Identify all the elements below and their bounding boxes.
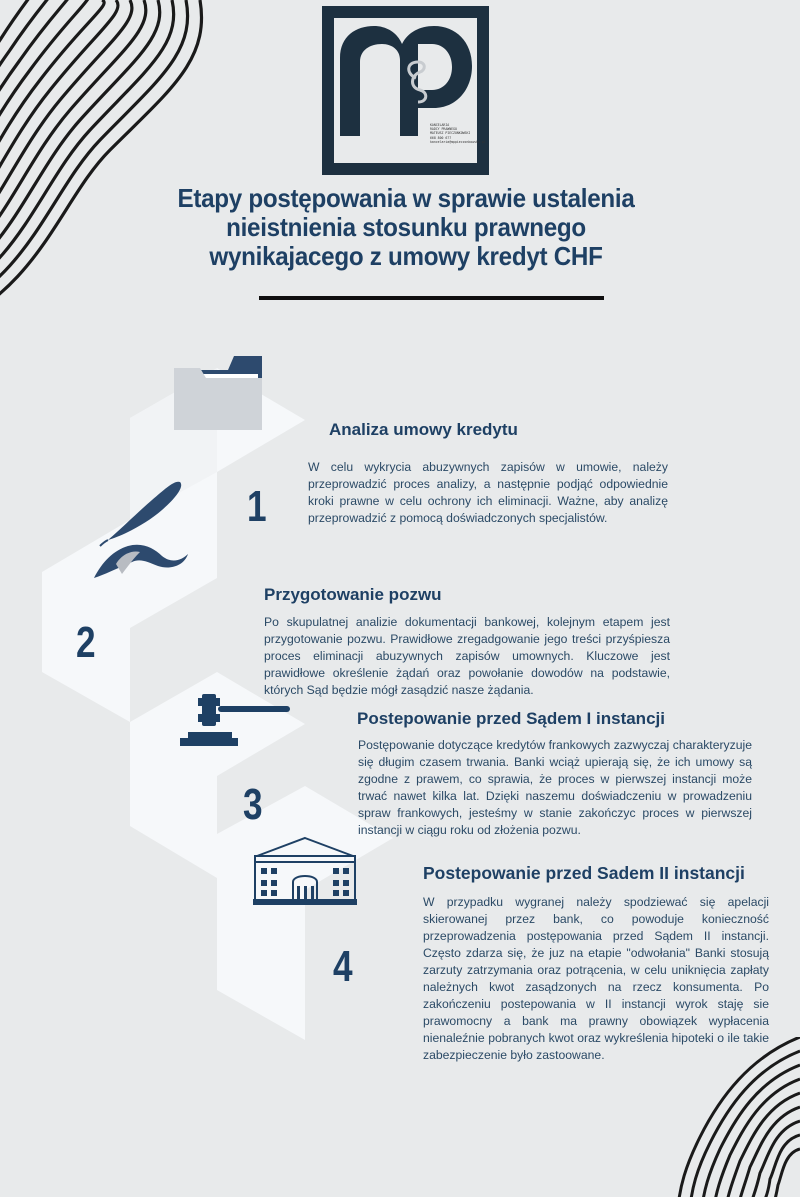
step-4-text: W przypadku wygranej należy spodziewać się apelacji skierowanej przez bank, co powoduje konieczność przeprowadzenia postępowania przed Sądem II instancji. Często zdarza się, że juz na etapie "odwołania" Banki stosują zarzuty zatrzymania oraz potrącenia, w celu uniknięcia zapłaty należnych kwot zasądzonych na rzecz konsumenta. Po zakończeniu postepowania w II instancji wyrok staję sie prawomocny a bank ma prawny obowiązek wypłacenia nienaleźnie pobranych kwot oraz wykreślenia hipoteki o ile takie zabezpieczenie było zastoowane. (423, 895, 769, 1062)
quill-pen-icon (92, 478, 192, 582)
logo (322, 6, 489, 175)
title-underline (259, 296, 604, 300)
step-3-number: 3 (243, 780, 263, 829)
folder-icon (172, 354, 264, 432)
step-4-number: 4 (333, 942, 353, 991)
step-1-text: W celu wykrycia abuzywnych zapisów w umowie, należy przeprowadzić proces analizy, a następnie podjąć odpowiednie kroki prawne w celu ochrony ich eliminacji. Ważne, aby analizę przeprowadzić z pomocą doświadczonych specjalistów. (308, 460, 668, 525)
step-4-heading: Postepowanie przed Sadem II instancji (423, 863, 745, 883)
step-3-text: Postępowanie dotyczące kredytów frankowych zazwyczaj charakteryzuje się długim czasem trwania. Banki wciąż upierają się, że ich umowy są zgodne z prawem, co sprawia, że proces w pierwszej instancji może trwać nawet kilka lat. Dzięki naszemu doświadczeniu w prowadzeniu spraw frankowych, jesteśmy w stanie zakończyc proces w pierwszej instancji w ciągu roku od złożenia pozwu. (358, 738, 752, 837)
step-2-text: Po skupulatnej analizie dokumentacji bankowej, kolejnym etapem jest przygotowanie pozwu. Prawidłowe zregadgowanie jego treści przyśpiesza proces eliminacji abuzywnych zapisów umownych. Kluczowe jest prawidłowe określenie żądań oraz powołanie dowodów na podstawie, których Sąd będzie mógł zasądzić nasze żądania. (264, 615, 670, 697)
page-title: Etapy postępowania w sprawie ustalenia nieistnienia stosunku prawnego wynikajacego z umowy kredyt CHF (177, 183, 635, 271)
step-2-number: 2 (76, 618, 96, 667)
logo-caption: KANCELARIA RADCY PRAWNEGO MATEUSZ PIECZONKOWSKI 668 800 677 kancelaria@mppieczonkowski.pl (430, 123, 486, 144)
gavel-icon (178, 692, 292, 748)
step-2-heading: Przygotowanie pozwu (264, 585, 442, 604)
courthouse-icon (253, 836, 357, 906)
step-3-heading: Postepowanie przed Sądem I instancji (357, 709, 665, 728)
step-1-number: 1 (247, 482, 267, 531)
step-1-heading: Analiza umowy kredytu (329, 420, 518, 439)
